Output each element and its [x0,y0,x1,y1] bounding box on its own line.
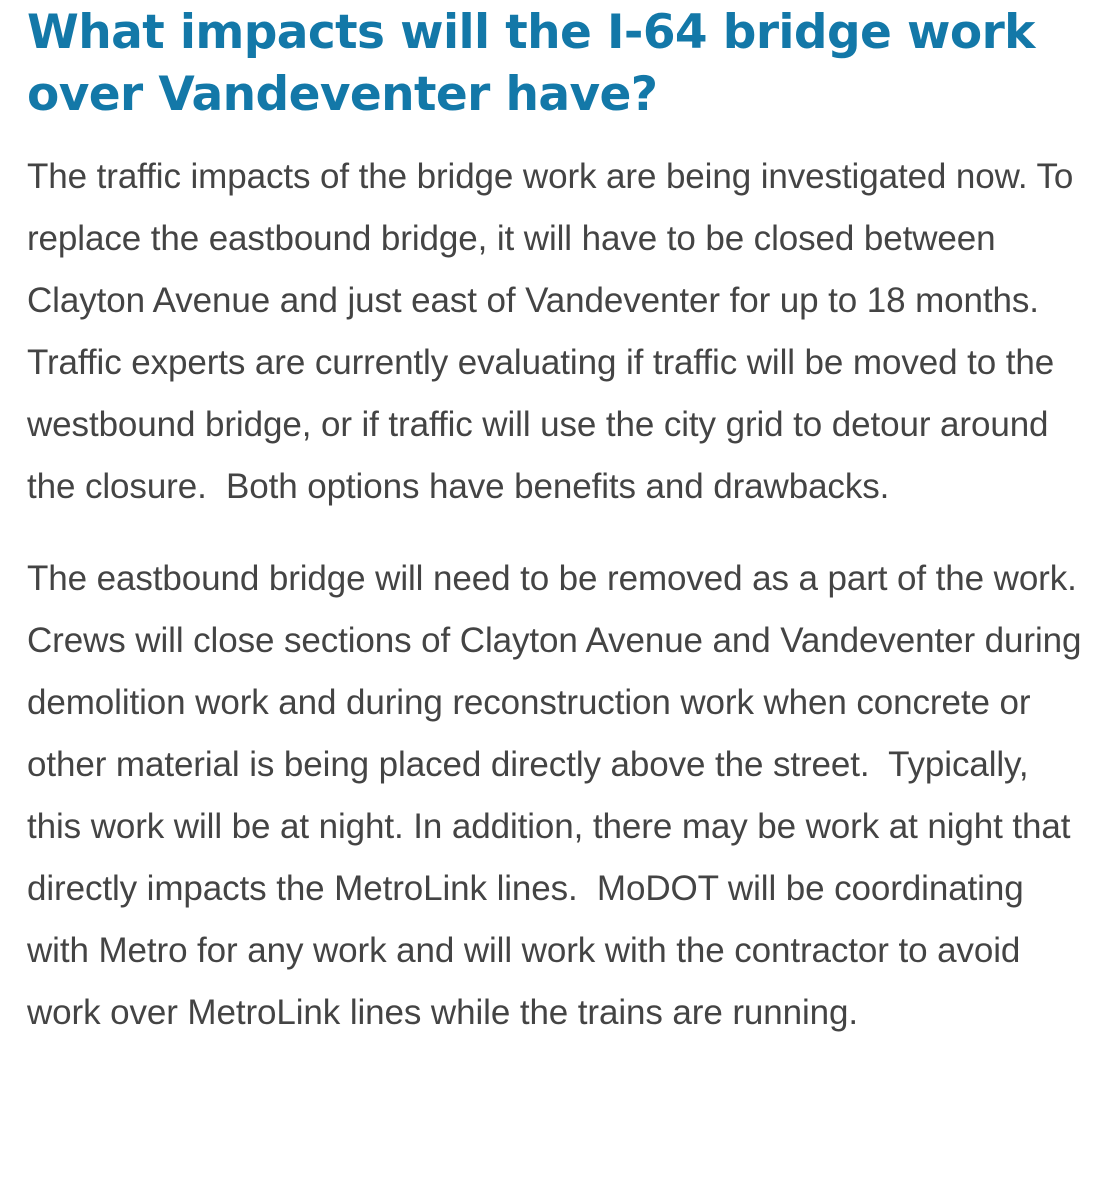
article-heading: What impacts will the I-64 bridge work over Vandeventer have? [27,5,1035,122]
article [27,0,1091,1044]
article-paragraph-2: The eastbound bridge will need to be removed as a part of the work. Crews will close sections of Clayton Avenue and Vandeventer during demolition work and during reconstruction work when concrete or other material is being placed directly above the street. Typically, this work will be at night. In addition, there may be work at night that directly impacts the MetroLink lines. MoDOT will be coordinating with Metro for any work and will work with the contractor to avoid work over MetroLink lines while the trains are running. [27,559,1091,1032]
article-paragraph-1: The traffic impacts of the bridge work are being investigated now. To replace the eastbound bridge, it will have to be closed between Clayton Avenue and just east of Vandeventer for up to 18 months. Traffic experts are currently evaluating if traffic will be moved to the westbound bridge, or if traffic will use the city grid to detour around the closure. Both options have benefits and drawbacks. [27,157,1083,506]
